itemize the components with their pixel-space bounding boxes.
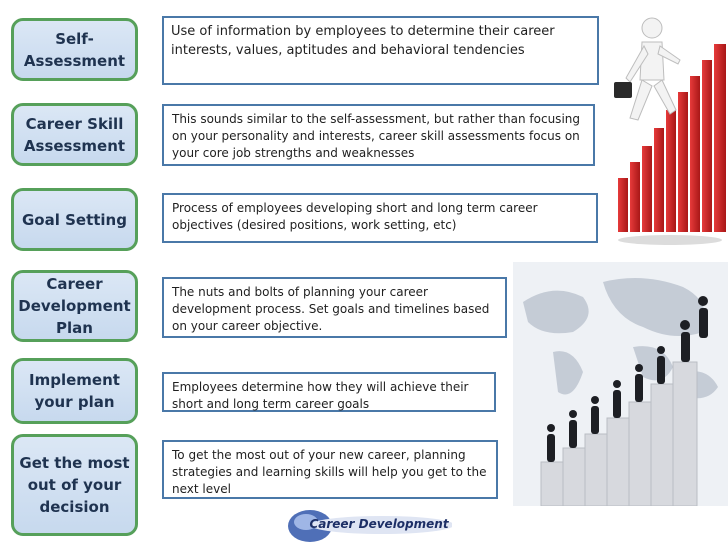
step-implement-your-plan: Implement your plan — [11, 358, 138, 424]
businessmen-stairs-image — [513, 262, 728, 506]
step-career-skill-assessment: Career Skill Assessment — [11, 103, 138, 166]
red-stairs-businessman-image — [600, 0, 728, 252]
step-self-assessment: Self-Assessment — [11, 18, 138, 81]
step-get-the-most: Get the most out of your decision — [11, 434, 138, 536]
step-goal-setting: Goal Setting — [11, 188, 138, 251]
description-implement-your-plan: Employees determine how they will achieve their short and long term career goals — [162, 372, 496, 412]
step-career-development-plan: Career Development Plan — [11, 270, 138, 342]
description-goal-setting: Process of employees developing short and long term career objectives (desired positions, work setting, etc) — [162, 193, 598, 243]
description-career-skill-assessment: This sounds similar to the self-assessment, but rather than focusing on your personality and interests, career skill assessments focus on your core job strengths and weaknesses — [162, 104, 595, 166]
description-self-assessment: Use of information by employees to determine their career interests, values, aptitudes and behavioral tendencies — [162, 16, 599, 85]
footer-logo-text: Career Development — [309, 517, 449, 531]
description-get-the-most: To get the most out of your new career, planning strategies and learning skills will help you get to the next level — [162, 440, 498, 499]
description-career-development-plan: The nuts and bolts of planning your career development process. Set goals and timelines based on your career objective. — [162, 277, 507, 338]
